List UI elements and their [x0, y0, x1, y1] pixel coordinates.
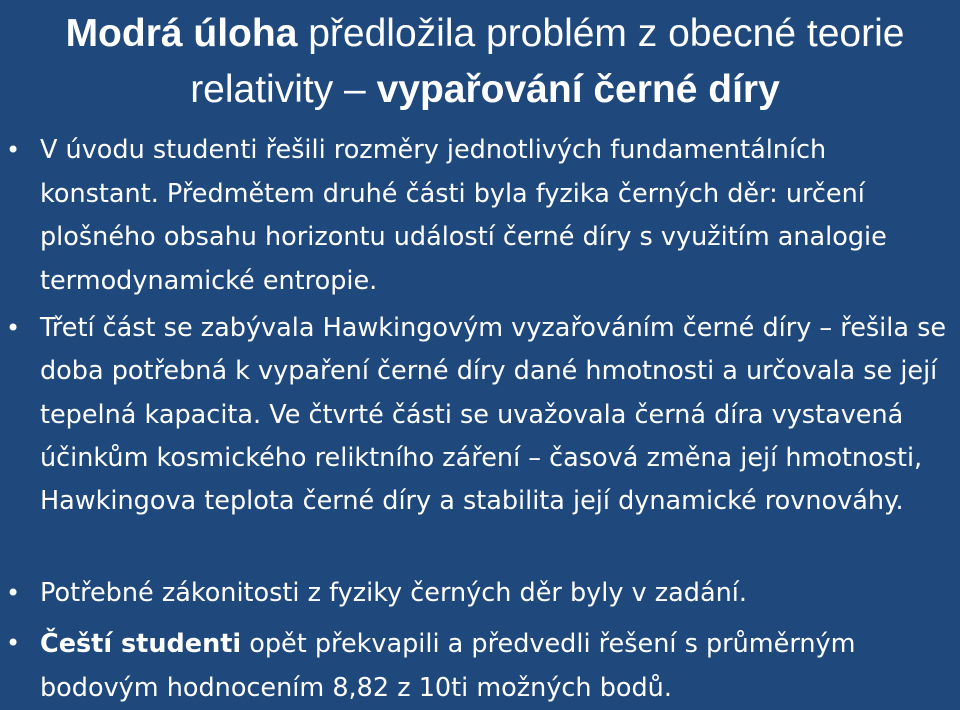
bullet-icon: • — [6, 136, 21, 164]
bullet-item — [6, 622, 952, 710]
bullet-text: opět překvapili a předvedli řešení s průměrným bodovým hodnocením 8,82 z 10ti možných bodů. — [40, 629, 856, 703]
bullet-text: Třetí část se zabývala Hawkingovým vyzařováním černé díry – řešila se doba potřebná k vypaření černé díry dané hmotnosti a určovala se její tepelná kapacita. Ve čtvrté části se uvažovala černá díra vystavená účinkům kosmického reliktního záření – časová změna její hmotnosti, Hawkingova teplota černé díry a stabilita její dynamické rovnováhy. — [40, 313, 947, 517]
slide-title — [20, 6, 950, 118]
title-bold-part-1: Modrá úloha — [65, 12, 298, 55]
bullet-item — [6, 129, 952, 303]
bullet-item — [6, 307, 952, 523]
title-normal-part: předložila problém z obecné teorie relativity – — [190, 12, 905, 111]
bullet-text: V úvodu studenti řešili rozměry jednotlivých fundamentálních konstant. Předmětem druhé části byla fyzika černých děr: určení plošného obsahu horizontu událostí černé díry s využitím analogie termodynamické entropie. — [40, 135, 887, 296]
bullet-icon: • — [6, 579, 21, 607]
title-bold-part-2: vypařování černé díry — [376, 68, 780, 111]
bullet-item — [6, 572, 952, 615]
bullet-icon: • — [6, 314, 21, 342]
bullet-icon: • — [6, 629, 21, 657]
bullet-bold-text: Čeští studenti — [40, 629, 242, 659]
bullet-text: Potřebné zákonitosti z fyziky černých děr byly v zadání. — [40, 578, 747, 608]
